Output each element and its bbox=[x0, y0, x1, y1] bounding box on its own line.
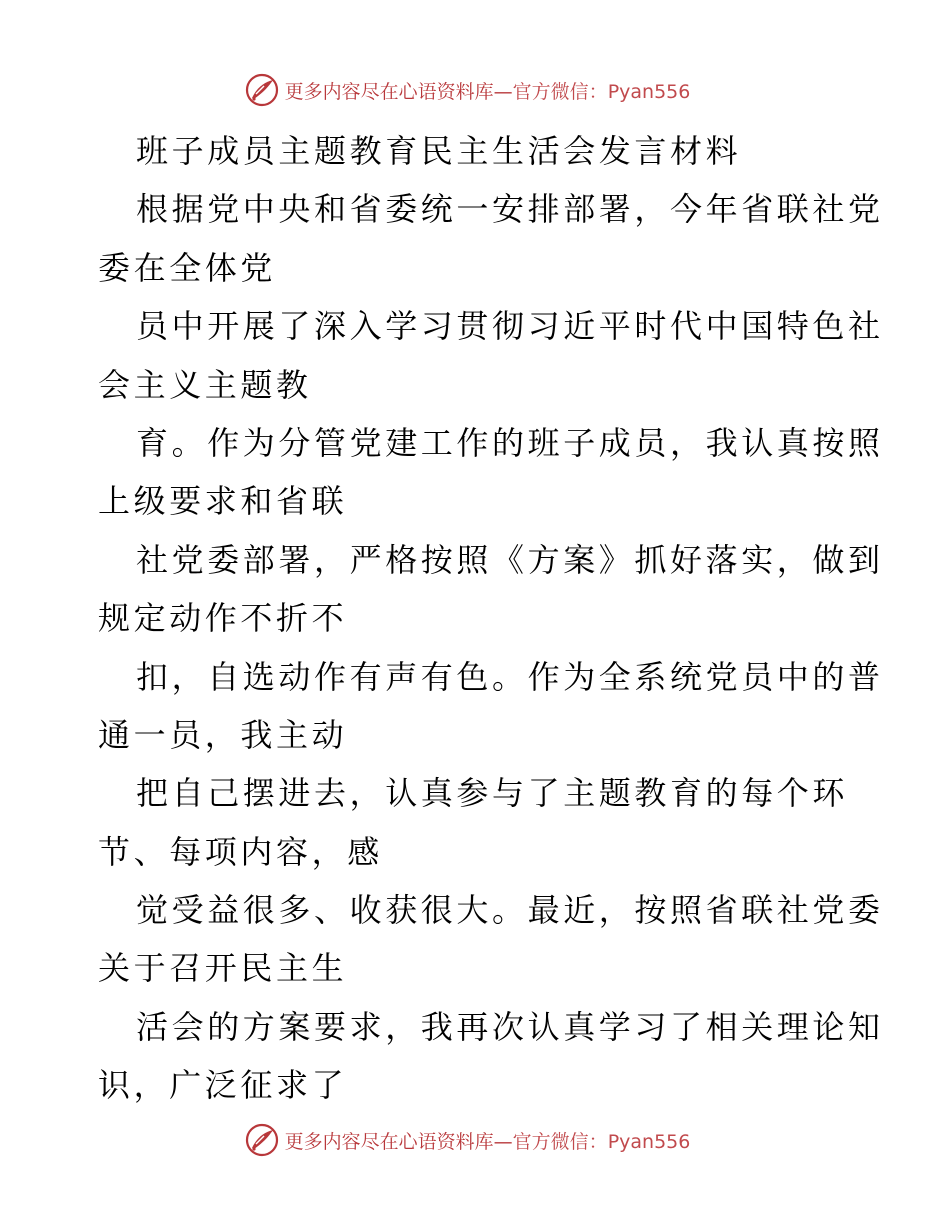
pen-nib-logo-icon bbox=[245, 1123, 279, 1157]
paragraph-line: 觉受益很多、收获很大。最近，按照省联社党委 bbox=[136, 891, 884, 930]
footer-wechat-id: Pyan556 bbox=[607, 1130, 691, 1153]
paragraph-line: 社党委部署，严格按照《方案》抓好落实，做到 bbox=[136, 540, 884, 579]
footer-site-text: 更多内容尽在心语资料库 bbox=[284, 1130, 494, 1153]
header-banner bbox=[0, 70, 950, 110]
footer-dash: — bbox=[493, 1130, 513, 1153]
paragraph-line: 委在全体党 bbox=[98, 248, 277, 287]
paragraph-line: 活会的方案要求，我再次认真学习了相关理论知 bbox=[136, 1007, 884, 1046]
paragraph-line: 把自己摆进去，认真参与了主题教育的每个环 bbox=[136, 774, 849, 813]
paragraph-line: 关于召开民主生 bbox=[98, 949, 348, 988]
paragraph-line: 识，广泛征求了 bbox=[98, 1066, 348, 1105]
header-banner-inner bbox=[245, 73, 691, 107]
footer-banner-text bbox=[285, 1127, 691, 1154]
footer-banner bbox=[0, 1120, 950, 1160]
paragraph-line: 扣，自选动作有声有色。作为全系统党员中的普 bbox=[136, 657, 884, 696]
header-wechat-label: 官方微信： bbox=[512, 80, 608, 103]
paragraph-line: 根据党中央和省委统一安排部署，今年省联社党 bbox=[136, 190, 884, 229]
header-wechat-id: Pyan556 bbox=[607, 80, 691, 103]
paragraph-line: 规定动作不折不 bbox=[98, 599, 348, 638]
document-body bbox=[98, 122, 884, 1115]
paragraph-line: 通一员，我主动 bbox=[98, 715, 348, 754]
paragraph-line: 员中开展了深入学习贯彻习近平时代中国特色社 bbox=[136, 307, 884, 346]
footer-banner-inner bbox=[245, 1123, 691, 1157]
paragraph-line: 节、每项内容，感 bbox=[98, 832, 383, 871]
paragraph-line: 育。作为分管党建工作的班子成员，我认真按照 bbox=[136, 423, 884, 462]
header-site-text: 更多内容尽在心语资料库 bbox=[284, 80, 494, 103]
header-banner-text bbox=[285, 77, 691, 104]
footer-wechat-label: 官方微信： bbox=[512, 1130, 608, 1153]
pen-nib-logo-icon bbox=[245, 73, 279, 107]
document-title: 班子成员主题教育民主生活会发言材料 bbox=[136, 132, 742, 170]
paragraph-line: 上级要求和省联 bbox=[98, 482, 348, 521]
header-dash: — bbox=[493, 80, 513, 103]
paragraph-line: 会主义主题教 bbox=[98, 365, 312, 404]
